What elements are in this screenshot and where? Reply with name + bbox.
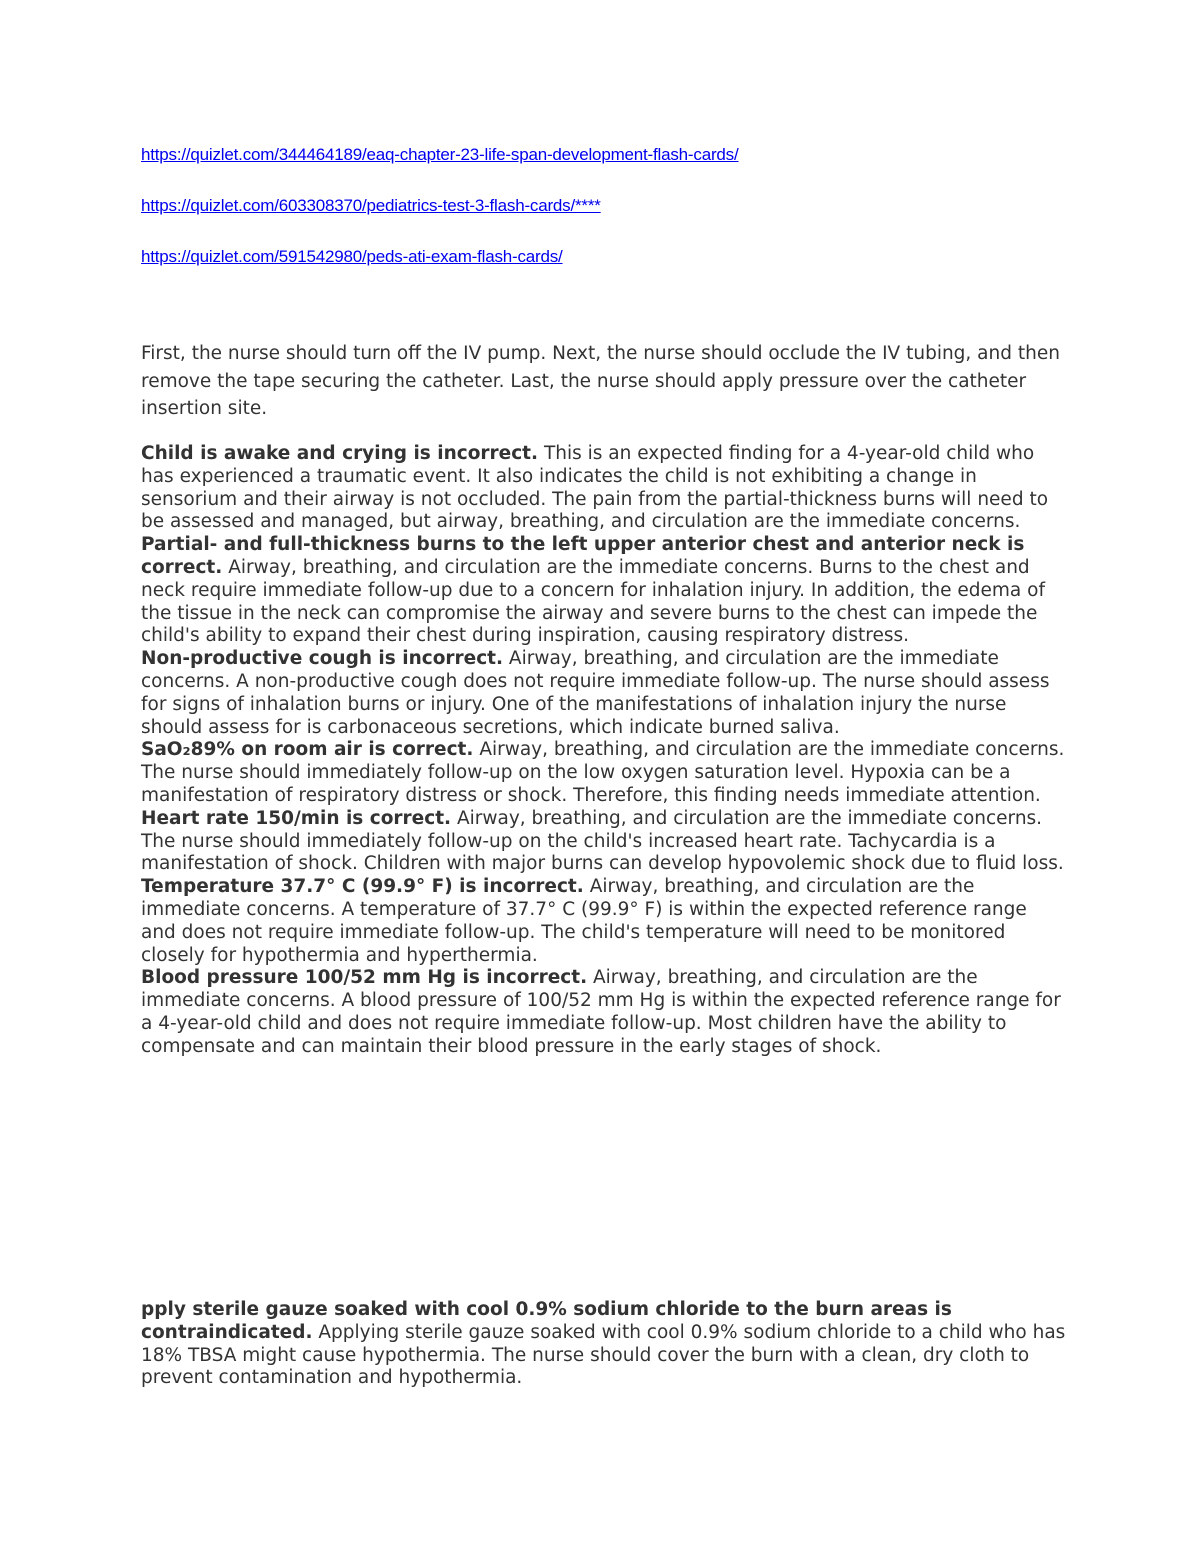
rationale-body: Airway, breathing, and circulation are the immediate concerns. A temperature of 37.7° C (99.9° F) is within the expected reference range and does not require immediate follow-up. The child's temperature will need to be monitored closely for hypothermia and hyperthermia. <box>141 876 1027 966</box>
rationale-body: Airway, breathing, and circulation are the immediate concerns. The nurse should immediately follow-up on the low oxygen saturation level. Hypoxia can be a manifestation of respiratory distress or shock. Therefore, this finding needs immediate attention. <box>141 739 1065 806</box>
rationale-awake-crying <box>141 443 1066 534</box>
link-list <box>141 144 1101 297</box>
rationale-temperature <box>141 876 1066 967</box>
rationale-burns-chest-neck <box>141 534 1066 648</box>
rationale-heading: Partial- and full-thickness burns to the left upper anterior chest and anterior neck is correct. <box>141 534 1025 578</box>
rationale-sao2 <box>141 739 1066 807</box>
rationale-body: Airway, breathing, and circulation are the immediate concerns. A non-productive cough does not require immediate follow-up. The nurse should assess for signs of inhalation burns or injury. One of the manifestations of inhalation injury the nurse should assess for is carbonaceous secretions, which indicate burned saliva. <box>141 648 1050 738</box>
rationale-heading: SaO₂89% on room air is correct. <box>141 739 474 761</box>
answer-rationales <box>141 443 1066 1059</box>
rationale-heart-rate <box>141 808 1066 876</box>
iv-removal-paragraph: First, the nurse should turn off the IV pump. Next, the nurse should occlude the IV tubing, and then remove the tape securing the catheter. Last, the nurse should apply pressure over the catheter insertion site. <box>141 343 1060 419</box>
rationale-body: This is an expected finding for a 4-year-old child who has experienced a traumatic event. It also indicates the child is not exhibiting a change in sensorium and their airway is not occluded. The pain from the partial-thickness burns will need to be assessed and managed, but airway, breathing, and circulation are the immediate concerns. <box>141 443 1049 533</box>
gauze-rationale-block <box>141 1299 1066 1390</box>
rationale-body: Airway, breathing, and circulation are the immediate concerns. A blood pressure of 100/52 mm Hg is within the expected reference range for a 4-year-old child and does not require immediate follow-up. Most children have the ability to compensate and can maintain their blood pressure in the early stages of shock. <box>141 967 1061 1057</box>
rationale-body: Applying sterile gauze soaked with cool 0.9% sodium chloride to a child who has 18% TBSA might cause hypothermia. The nurse should cover the burn with a clean, dry cloth to prevent contamination and hypothermia. <box>141 1321 1066 1389</box>
rationale-sterile-gauze <box>141 1299 1066 1390</box>
rationale-body: Airway, breathing, and circulation are the immediate concerns. The nurse should immediately follow-up on the child's increased heart rate. Tachycardia is a manifestation of shock. Children with major burns can develop hypovolemic shock due to fluid loss. <box>141 807 1064 875</box>
rationale-heading: Blood pressure 100/52 mm Hg is incorrect. <box>141 967 588 989</box>
rationale-heading: Temperature 37.7° C (99.9° F) is incorrect. <box>141 876 584 898</box>
rationale-heading: Child is awake and crying is incorrect. <box>141 443 539 464</box>
rationale-heading: Heart rate 150/min is correct. <box>141 807 452 829</box>
quizlet-link-3[interactable]: https://quizlet.com/591542980/peds-ati-exam-flash-cards/ <box>141 247 563 266</box>
rationale-heading: pply sterile gauze soaked with cool 0.9% sodium chloride to the burn areas is contraindicated. <box>141 1299 952 1343</box>
quizlet-link-1[interactable]: https://quizlet.com/344464189/eaq-chapter-23-life-span-development-flash-cards/ <box>141 145 739 164</box>
rationale-heading: Non-productive cough is incorrect. <box>141 648 504 670</box>
rationale-blood-pressure <box>141 967 1066 1058</box>
rationale-body: Airway, breathing, and circulation are the immediate concerns. Burns to the chest and neck require immediate follow-up due to a concern for inhalation injury. In addition, the edema of the tissue in the neck can compromise the airway and severe burns to the chest can impede the child's ability to expand their chest during inspiration, causing respiratory distress. <box>141 556 1045 647</box>
rationale-cough <box>141 648 1066 739</box>
quizlet-link-2[interactable]: https://quizlet.com/603308370/pediatrics-test-3-flash-cards/**** <box>141 196 601 215</box>
